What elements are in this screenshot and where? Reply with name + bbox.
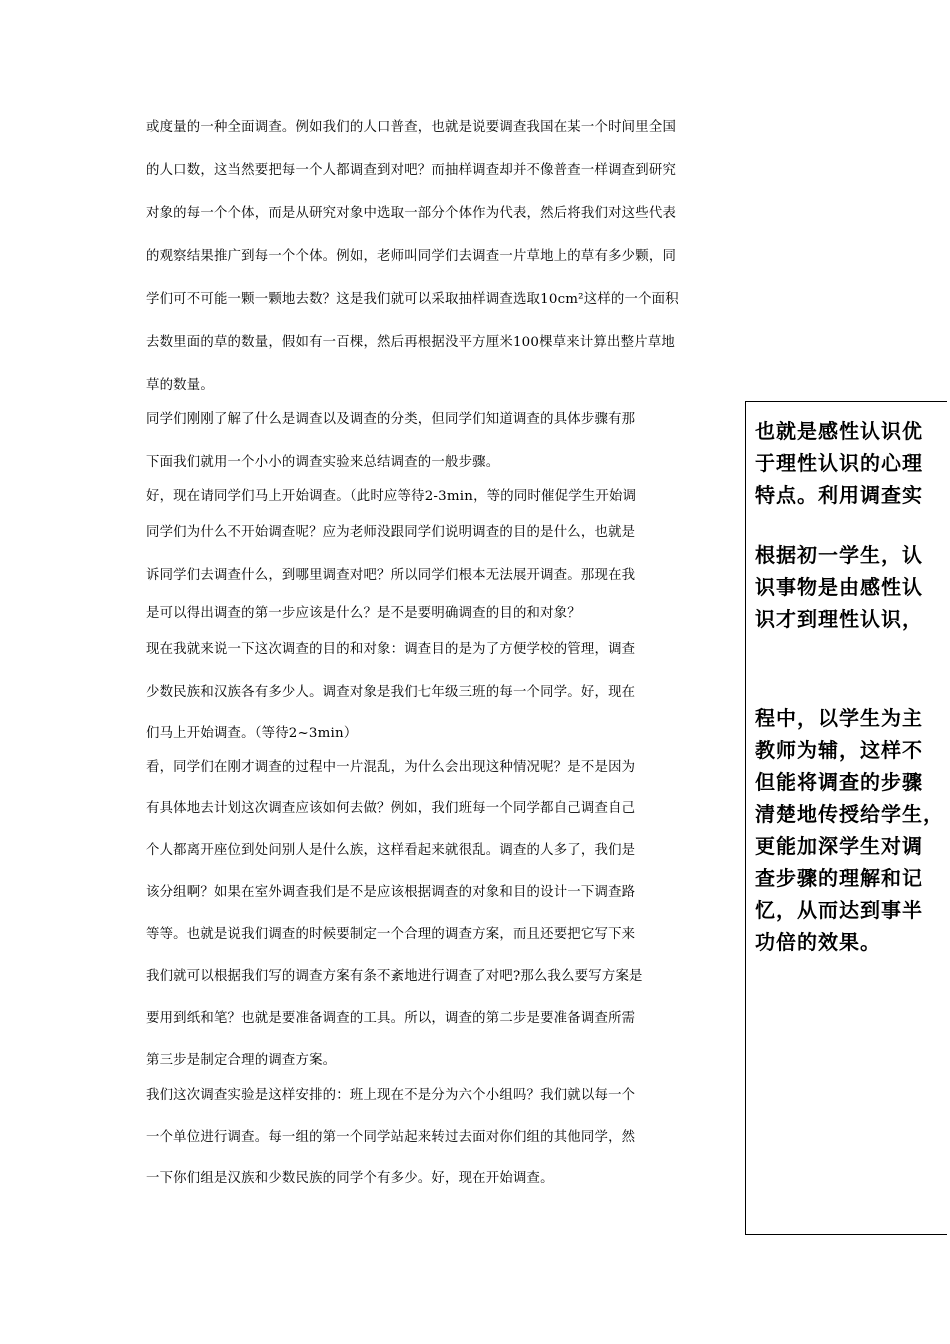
side-note-line: 更能加深学生对调 (755, 834, 923, 858)
side-notes-border (745, 401, 947, 1235)
text-line: 们马上开始调查。（等待2~3min） (146, 726, 358, 741)
text-line: 同学们为什么不开始调查呢？应为老师没跟同学们说明调查的目的是什么，也就是 (146, 525, 636, 540)
text-line: 有具体地去计划这次调查应该如何去做？例如，我们班每一个同学都自己调查自己 (146, 801, 636, 816)
text-line: 下面我们就用一个小小的调查实验来总结调查的一般步骤。 (146, 455, 500, 470)
text-line: 第三步是制定合理的调查方案。 (146, 1053, 337, 1068)
text-line: 或度量的一种全面调查。例如我们的人口普查，也就是说要调查我国在某一个时间里全国 (146, 120, 677, 135)
text-line: 一个单位进行调查。每一组的第一个同学站起来转过去面对你们组的其他同学，然 (146, 1130, 636, 1145)
text-line: 的观察结果推广到每一个个体。例如，老师叫同学们去调查一片草地上的草有多少颗，同 (146, 249, 677, 264)
text-line: 看，同学们在刚才调查的过程中一片混乱，为什么会出现这种情况呢？是不是因为 (146, 760, 636, 775)
side-note-line: 识才到理性认识， (755, 607, 923, 631)
text-line: 少数民族和汉族各有多少人。调查对象是我们七年级三班的每一个同学。好，现在 (146, 685, 636, 700)
text-line: 要用到纸和笔？也就是要准备调查的工具。所以，调查的第二步是要准备调查所需 (146, 1011, 636, 1026)
side-note-line: 清楚地传授给学生， (755, 802, 944, 826)
text-line: 我们这次调查实验是这样安排的：班上现在不是分为六个小组吗？我们就以每一个 (146, 1088, 636, 1103)
side-note-line: 也就是感性认识优 (755, 419, 923, 443)
side-note-line: 但能将调查的步骤 (755, 770, 923, 794)
text-line: 学们可不可能一颗一颗地去数？这是我们就可以采取抽样调查选取10cm²这样的一个面积 (146, 292, 679, 307)
side-note-line: 忆，从而达到事半 (755, 898, 923, 922)
text-line: 现在我就来说一下这次调查的目的和对象：调查目的是为了方便学校的管理，调查 (146, 642, 636, 657)
side-note-line: 教师为辅，这样不 (755, 738, 923, 762)
side-note-line: 于理性认识的心理 (755, 451, 923, 475)
text-line: 好，现在请同学们马上开始调查。（此时应等待2-3min，等的同时催促学生开始调 (146, 489, 637, 504)
text-line: 一下你们组是汉族和少数民族的同学个有多少。好，现在开始调查。 (146, 1171, 554, 1186)
side-note-line: 特点。利用调查实 (755, 483, 923, 507)
side-note-line: 根据初一学生，认 (755, 543, 923, 567)
side-note-line: 识事物是由感性认 (755, 575, 923, 599)
text-line: 是可以得出调查的第一步应该是什么？是不是要明确调查的目的和对象？ (146, 606, 581, 621)
text-line: 个人都离开座位到处问别人是什么族，这样看起来就很乱。调查的人多了，我们是 (146, 843, 636, 858)
text-line: 等等。也就是说我们调查的时候要制定一个合理的调查方案，而且还要把它写下来 (146, 927, 636, 942)
text-line: 去数里面的草的数量，假如有一百棵，然后再根据没平方厘米100棵草来计算出整片草地 (146, 335, 676, 350)
text-line: 我们就可以根据我们写的调查方案有条不紊地进行调查了对吧?那么我么要写方案是 (146, 969, 643, 984)
side-note-line: 功倍的效果。 (755, 930, 881, 954)
text-line: 诉同学们去调查什么，到哪里调查对吧？所以同学们根本无法展开调查。那现在我 (146, 568, 636, 583)
text-line: 该分组啊？如果在室外调查我们是不是应该根据调查的对象和目的设计一下调查路 (146, 885, 636, 900)
text-line: 同学们刚刚了解了什么是调查以及调查的分类，但同学们知道调查的具体步骤有那 (146, 412, 636, 427)
side-note-line: 查步骤的理解和记 (755, 866, 923, 890)
text-line: 草的数量。 (146, 378, 214, 393)
side-note-line: 程中，以学生为主 (755, 706, 923, 730)
text-line: 对象的每一个个体，而是从研究对象中选取一部分个体作为代表，然后将我们对这些代表 (146, 206, 677, 221)
text-line: 的人口数，这当然要把每一个人都调查到对吧？而抽样调查却并不像普查一样调查到研究 (146, 163, 677, 178)
